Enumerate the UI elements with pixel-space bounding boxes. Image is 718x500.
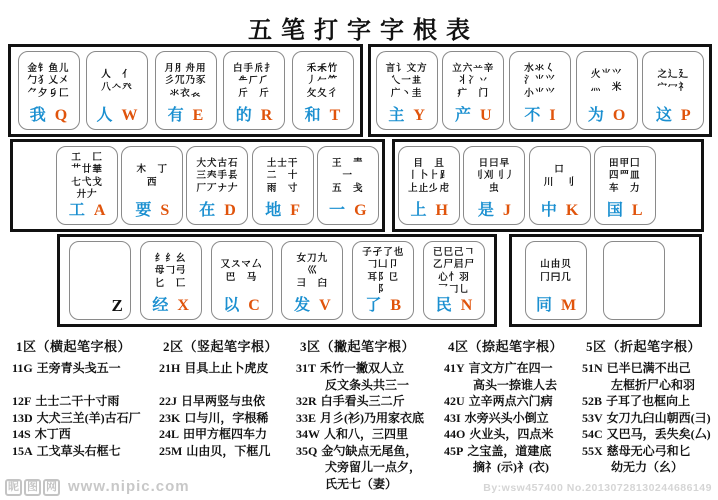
key-row-3 [57, 234, 702, 327]
key-radicals: 白手𠂢扌 𠂒厂⺁ 斤 斤 [232, 64, 275, 99]
key-G [317, 146, 379, 225]
key-Z [69, 241, 131, 320]
legend-line: 23K 口与川，字根稀 [159, 410, 269, 425]
legend-line: 33E 月彡(衫)乃用家衣底 [296, 410, 425, 425]
key-T [292, 51, 354, 130]
key-example-char: 在 [199, 202, 216, 219]
legend-line: 32R 白手看头三二斤 [296, 394, 405, 408]
legend-line: 24L 田甲方框四车力 [159, 427, 268, 441]
key-example-char: 要 [135, 202, 152, 219]
key-row-1 [8, 44, 712, 137]
key-radicals: 目 且 丨卜⺊⻊ 上止𣥂虍 [408, 159, 451, 194]
legend-heading: 4区（捺起笔字根） [448, 339, 564, 354]
key-radicals: 已巳己𠃍 乙尸𡰪尸 心忄羽 乛𠃌乚 [433, 248, 476, 295]
key-label [445, 108, 501, 126]
key-example-char: 我 [29, 107, 46, 124]
key-radicals: 日曰早 刂刈刂丿 虫 [473, 159, 516, 194]
legend-code: 14S [12, 427, 31, 441]
key-label [532, 203, 588, 221]
legend-line: 53V 女刀九臼山朝西(彐) [582, 410, 711, 425]
key-radicals: 纟纟幺 母𠃌弓 匕 匸 [154, 254, 187, 289]
key-radicals: 立六䒑辛 丬冫丷 疒 门 [452, 64, 495, 99]
legend-heading: 5区（折起笔字根） [586, 339, 702, 354]
legend-column-5 [582, 336, 712, 492]
key-radicals: 女刀九 巛 彐 臼 [296, 254, 329, 289]
key-radicals: 言讠文方 乀一𠀎 广丶圭 [385, 64, 428, 99]
legend-line-cont: 高头一捺谁人去 [473, 377, 558, 392]
key-Y [376, 51, 438, 130]
key-radicals: 王 龶 一 五 戋 [332, 159, 364, 194]
nipic-logo-char: 昵 [5, 479, 22, 496]
key-example-char: 产 [455, 107, 472, 124]
key-example-char: 民 [435, 297, 452, 314]
watermark-nipic [5, 477, 190, 496]
key-letter: D [224, 202, 236, 219]
key-B [352, 241, 414, 320]
key-letter: N [460, 297, 473, 314]
legend-heading: 1区（横起笔字根） [16, 339, 132, 354]
key-M [525, 241, 587, 320]
legend-line-cont: 犬旁留儿一点夕， [325, 460, 422, 474]
legend-code: 42U [444, 394, 465, 408]
key-section-r1-1 [8, 44, 363, 137]
nipic-logo [5, 477, 62, 496]
key-radicals: 工 匚 艹廿𠦒 七弋戈 廾𠂇 [71, 153, 103, 200]
legend-code: 25M [159, 443, 183, 458]
key-label [645, 108, 701, 126]
key-example-char: 地 [265, 202, 282, 219]
key-radicals: 大犬古石 三𡗗手镸 厂丆ナ𠂇 [196, 159, 239, 194]
key-section-r1-2 [368, 44, 712, 137]
legend-code: 22J [159, 394, 177, 408]
legend-column-2 [159, 336, 296, 492]
legend-line-cont: 左框折尸心和羽 [611, 377, 696, 392]
key-letter: O [612, 107, 626, 124]
key-row-2 [10, 139, 704, 232]
key-label [579, 108, 635, 126]
key-letter: I [549, 107, 556, 124]
key-radicals: 金钅鱼儿 勹犭乂㐅 ⺈夕𠂎匚 [27, 64, 70, 99]
key-letter: W [121, 107, 138, 124]
key-Q [18, 51, 80, 130]
legend-heading: 3区（撇起笔字根） [300, 339, 416, 354]
key-label [89, 108, 145, 126]
key-example-char: 为 [587, 107, 604, 124]
key-label [143, 298, 199, 316]
key-C [211, 241, 273, 320]
key-label [528, 298, 584, 316]
key-label [59, 203, 115, 221]
legend-code: 34W [296, 427, 320, 441]
key-U [442, 51, 504, 130]
key-label [255, 203, 311, 221]
legend-code: 24L [159, 427, 180, 441]
key-example-char: 中 [540, 202, 557, 219]
legend-line: 14S 木丁西 [12, 427, 71, 441]
key-example-char: 发 [294, 297, 311, 314]
key-example-char: 国 [606, 202, 623, 219]
key-F [252, 146, 314, 225]
nipic-logo-char: 图 [24, 479, 41, 496]
key-letter: P [680, 107, 691, 124]
key-example-char: 这 [655, 107, 672, 124]
legend-line: 15A 工戈草头右框七 [12, 443, 121, 458]
legend-code: 43I [444, 410, 461, 425]
legend-line: 31T 禾竹一撇双人立 [296, 361, 405, 375]
key-H [398, 146, 460, 225]
key-V [281, 241, 343, 320]
legend-code: 44O [444, 427, 466, 441]
key-example-char: 有 [167, 107, 184, 124]
key-label [466, 203, 522, 221]
legend-line-cont [12, 377, 159, 394]
legend-code: 55X [582, 443, 603, 458]
key-example-char: 的 [235, 107, 252, 124]
key-radicals: 火⺌⺍ 灬 米 [590, 70, 623, 93]
key-letter: H [435, 202, 448, 219]
key-label [355, 298, 411, 316]
legend-code: 45P [444, 443, 464, 458]
legend-line: 52B 子耳了也框向上 [582, 394, 691, 408]
key-example-char: 不 [524, 107, 541, 124]
key-label [597, 203, 653, 221]
key-example-char: 主 [388, 107, 405, 124]
legend-code: 12F [12, 394, 32, 408]
legend-line: 43I 水旁兴头小倒立 [444, 410, 549, 425]
key-D [186, 146, 248, 225]
key-K [529, 146, 591, 225]
key-label [214, 298, 270, 316]
legend-line-cont: 反文条头共三一 [325, 377, 410, 392]
key-section-r3-2 [509, 234, 702, 327]
key-radicals [606, 245, 662, 314]
key-J [463, 146, 525, 225]
key-radicals: 月⺼舟用 彡⺴乃豕 氺衣𧘇 [164, 64, 207, 99]
key-label [401, 203, 457, 221]
legend-line-cont: 幼无力（幺） [611, 460, 684, 474]
key-letter: F [290, 202, 301, 219]
key-letter: Q [54, 107, 68, 124]
legend-line: 11G 王旁青头戋五一 [12, 361, 121, 375]
legend-code: 11G [12, 361, 33, 375]
key-label [284, 298, 340, 316]
key-letter: E [192, 107, 204, 124]
key-W [86, 51, 148, 130]
key-letter: R [260, 107, 273, 124]
legend [12, 336, 712, 492]
key-letter: M [560, 297, 577, 314]
legend-line: 34W 人和八，三四里 [296, 427, 409, 441]
key-example-char: 同 [535, 297, 552, 314]
key-R [223, 51, 285, 130]
legend-code: 15A [12, 443, 33, 458]
legend-line: 54C 又巴马，丢失矣(厶) [582, 427, 711, 441]
key-radicals [72, 245, 128, 297]
legend-line: 13D 大犬三𦍌(羊)古石厂 [12, 410, 141, 425]
key-O [576, 51, 638, 130]
key-label [226, 108, 282, 126]
legend-code: 32R [296, 394, 317, 408]
legend-line: 55X 慈母无心弓和匕 [582, 443, 691, 458]
key-section-r2-1 [10, 139, 385, 232]
legend-line-cont [159, 377, 296, 394]
key-letter: L [631, 202, 643, 219]
key-radicals: 田甲囗 四罒皿 车 力 [608, 159, 641, 194]
key-letter: T [329, 107, 341, 124]
key-N [423, 241, 485, 320]
key-letter: Y [413, 107, 425, 124]
legend-code: 54C [582, 427, 603, 441]
key-radicals: 之辶廴 宀冖礻 [657, 70, 690, 93]
legend-line-cont: 氏无七（妻） [325, 476, 398, 491]
legend-code: 13D [12, 410, 33, 425]
key-label [21, 108, 77, 126]
legend-line: 12F 土士二干十寸雨 [12, 394, 120, 408]
key-label [606, 314, 662, 316]
key-letter: A [93, 202, 106, 219]
legend-code: 21H [159, 361, 181, 375]
key-label [426, 298, 482, 316]
key-radicals: 水氺𡿨 氵⺌⺍ 小⺌⺍ [524, 64, 556, 99]
legend-column-3 [296, 336, 444, 492]
key-example-char: 经 [152, 297, 169, 314]
key-P [642, 51, 704, 130]
key-example-char: 人 [96, 107, 113, 124]
key-radicals: 禾𥝌竹 丿𠂉⺮ 攵夂彳 [306, 64, 339, 99]
key-S [121, 146, 183, 225]
key-label [512, 108, 568, 126]
legend-heading: 2区（竖起笔字根） [163, 339, 279, 354]
key-radicals: 土士干 二 十 雨 寸 [266, 159, 299, 194]
key-section-r2-2 [392, 139, 704, 232]
legend-line: 44O 火业头，四点米 [444, 427, 554, 441]
legend-line: 42U 立辛两点六门病 [444, 394, 553, 408]
nipic-logo-char: 网 [43, 479, 60, 496]
legend-column-4 [444, 336, 582, 492]
key-example-char: 和 [304, 107, 321, 124]
legend-code: 52B [582, 394, 603, 408]
watermark-serial: By:wsw457400 No.20130728130244686149 [483, 482, 712, 494]
nipic-url: www.nipic.com [68, 478, 190, 495]
key-letter: V [319, 297, 331, 314]
key-letter: C [248, 297, 260, 314]
key-label [295, 108, 351, 126]
key-E [155, 51, 217, 130]
key-letter: K [565, 202, 579, 219]
legend-code: 53V [582, 410, 603, 425]
legend-line: 21H 目具上止卜虎皮 [159, 361, 269, 375]
legend-line: 45P 之宝盖，道建底 [444, 443, 552, 458]
legend-code: 31T [296, 361, 317, 375]
key-example-char: 是 [477, 202, 494, 219]
key-example-char: 以 [223, 297, 240, 314]
legend-line: 22J 日早两竖与虫依 [159, 394, 266, 408]
key-section-r3-1 [57, 234, 497, 327]
key-X [140, 241, 202, 320]
legend-line: 35Q 金勺缺点无尾鱼， [296, 443, 418, 458]
key-radicals: 人 亻 八𠆢癶 [101, 70, 133, 93]
key-example-char: 工 [68, 202, 85, 219]
page-title: 五笔打字字根表 [248, 18, 479, 44]
key-letter: B [390, 297, 402, 314]
key-blank [603, 241, 665, 320]
key-radicals: 木 丁 西 [136, 165, 169, 188]
legend-code: 51N [582, 361, 603, 375]
key-I [509, 51, 571, 130]
key-radicals: 又スマ厶 巴 马 [220, 260, 263, 283]
legend-code: 33E [296, 410, 317, 425]
key-letter: X [177, 297, 189, 314]
key-example-char: 一 [329, 202, 346, 219]
key-letter: U [480, 107, 492, 124]
legend-column-1 [12, 336, 159, 492]
legend-code: 35Q [296, 443, 318, 458]
legend-line: 51N 已半巳满不出己 [582, 361, 691, 375]
key-letter: G [354, 202, 367, 219]
key-letter: Z [111, 296, 123, 315]
legend-code: 41Y [444, 361, 465, 375]
key-letter: J [502, 202, 511, 219]
key-A [56, 146, 118, 225]
legend-line: 25M 山由贝，下框几 [159, 443, 271, 458]
key-label [379, 108, 435, 126]
key-example-char: 上 [410, 202, 427, 219]
key-label [158, 108, 214, 126]
key-label [320, 203, 376, 221]
legend-line-cont: 摘礻(示)衤(衣) [473, 460, 549, 474]
key-radicals: 口 川 刂 [543, 165, 576, 188]
key-label [124, 203, 180, 221]
key-letter: S [160, 202, 170, 219]
key-radicals: 子孑了也 𠃌凵卩 耳阝㔾 阝 [362, 248, 405, 295]
legend-code: 23K [159, 410, 181, 425]
key-label [72, 297, 128, 316]
key-radicals: 山由贝 冂𠔼几 [540, 260, 572, 283]
key-example-char: 了 [365, 297, 382, 314]
legend-line: 41Y 言文方广在四一 [444, 361, 553, 375]
key-label [189, 203, 245, 221]
key-L [594, 146, 656, 225]
